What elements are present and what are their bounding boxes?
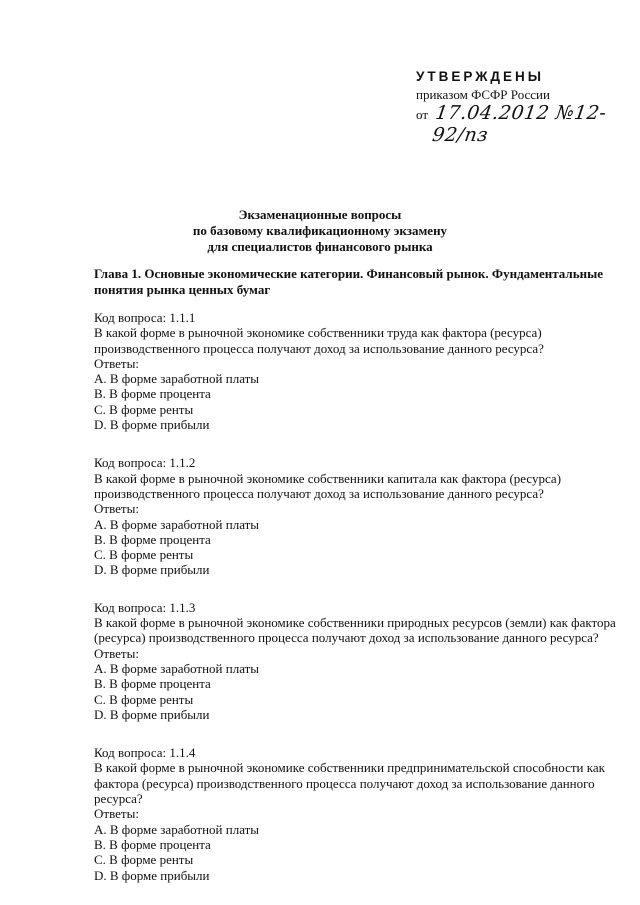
answer-option: D. В форме прибыли bbox=[94, 562, 210, 578]
answer-option: B. В форме процента bbox=[94, 836, 211, 852]
chapter-title bbox=[94, 266, 624, 298]
answer-option: C. В форме ренты bbox=[94, 401, 194, 417]
answer-option: A. В форме заработной платы bbox=[94, 660, 260, 676]
question-text-line: производственного процесса получают доход за использование данного ресурса? bbox=[94, 485, 544, 501]
answer-option: C. В форме ренты bbox=[94, 547, 194, 563]
question-block bbox=[94, 455, 629, 577]
answers-label: Ответы: bbox=[94, 806, 139, 822]
questions-list bbox=[94, 310, 629, 883]
handwritten-date-number: 17.04.2012 №12-92/пз bbox=[430, 102, 609, 146]
answers-label: Ответы: bbox=[94, 645, 139, 661]
answer-option: D. В форме прибыли bbox=[94, 417, 210, 433]
question-text-line: ресурса? bbox=[94, 791, 143, 807]
document-heading bbox=[120, 207, 520, 255]
question-text-line: В какой форме в рыночной экономике собственники капитала как фактора (ресурса) bbox=[94, 470, 562, 486]
answer-option: D. В форме прибыли bbox=[94, 706, 210, 722]
answer-option: A. В форме заработной платы bbox=[94, 821, 260, 837]
heading-line-3: для специалистов финансового рынка bbox=[207, 239, 433, 254]
answers-label: Ответы: bbox=[94, 501, 139, 517]
approval-date-line bbox=[416, 102, 631, 146]
heading-line-2: по базовому квалификационному экзамену bbox=[192, 223, 448, 238]
question-code: Код вопроса: 1.1.3 bbox=[94, 599, 196, 615]
answer-option: B. В форме процента bbox=[94, 386, 211, 402]
question-text-line: фактора (ресурса) производственного процесса получают доход за использование данного bbox=[94, 775, 595, 791]
question-text-line: В какой форме в рыночной экономике собственники предпринимательской способности как bbox=[94, 760, 605, 776]
question-block bbox=[94, 310, 629, 432]
question-block bbox=[94, 600, 629, 722]
answer-option: B. В форме процента bbox=[94, 676, 211, 692]
approval-block bbox=[416, 68, 631, 146]
answer-option: B. В форме процента bbox=[94, 531, 211, 547]
answers-label: Ответы: bbox=[94, 355, 139, 371]
chapter-title-line-2: понятия рынка ценных бумаг bbox=[94, 282, 271, 297]
question-code: Код вопроса: 1.1.4 bbox=[94, 745, 196, 761]
question-block bbox=[94, 745, 629, 883]
heading-line-1: Экзаменационные вопросы bbox=[238, 207, 402, 222]
approval-title: УТВЕРЖДЕНЫ bbox=[416, 69, 545, 84]
question-text-line: (ресурса) производственного процесса получают доход за использование данного ресурса? bbox=[94, 630, 599, 646]
answer-option: D. В форме прибыли bbox=[94, 867, 210, 883]
approval-from-label: от bbox=[416, 107, 429, 122]
question-text-line: производственного процесса получают доход за использование данного ресурса? bbox=[94, 340, 544, 356]
chapter-title-line-1: Глава 1. Основные экономические категории. Финансовый рынок. Фундаментальные bbox=[94, 266, 603, 281]
question-code: Код вопроса: 1.1.2 bbox=[94, 455, 196, 471]
approval-order: приказом ФСФР России bbox=[416, 87, 550, 102]
question-code: Код вопроса: 1.1.1 bbox=[94, 310, 196, 325]
question-text-line: В какой форме в рыночной экономике собственники природных ресурсов (земли) как фактора bbox=[94, 615, 616, 631]
answer-option: A. В форме заработной платы bbox=[94, 371, 260, 387]
answer-option: A. В форме заработной платы bbox=[94, 516, 260, 532]
answer-option: C. В форме ренты bbox=[94, 691, 194, 707]
answer-option: C. В форме ренты bbox=[94, 852, 194, 868]
question-text-line: В какой форме в рыночной экономике собственники труда как фактора (ресурса) bbox=[94, 325, 542, 341]
